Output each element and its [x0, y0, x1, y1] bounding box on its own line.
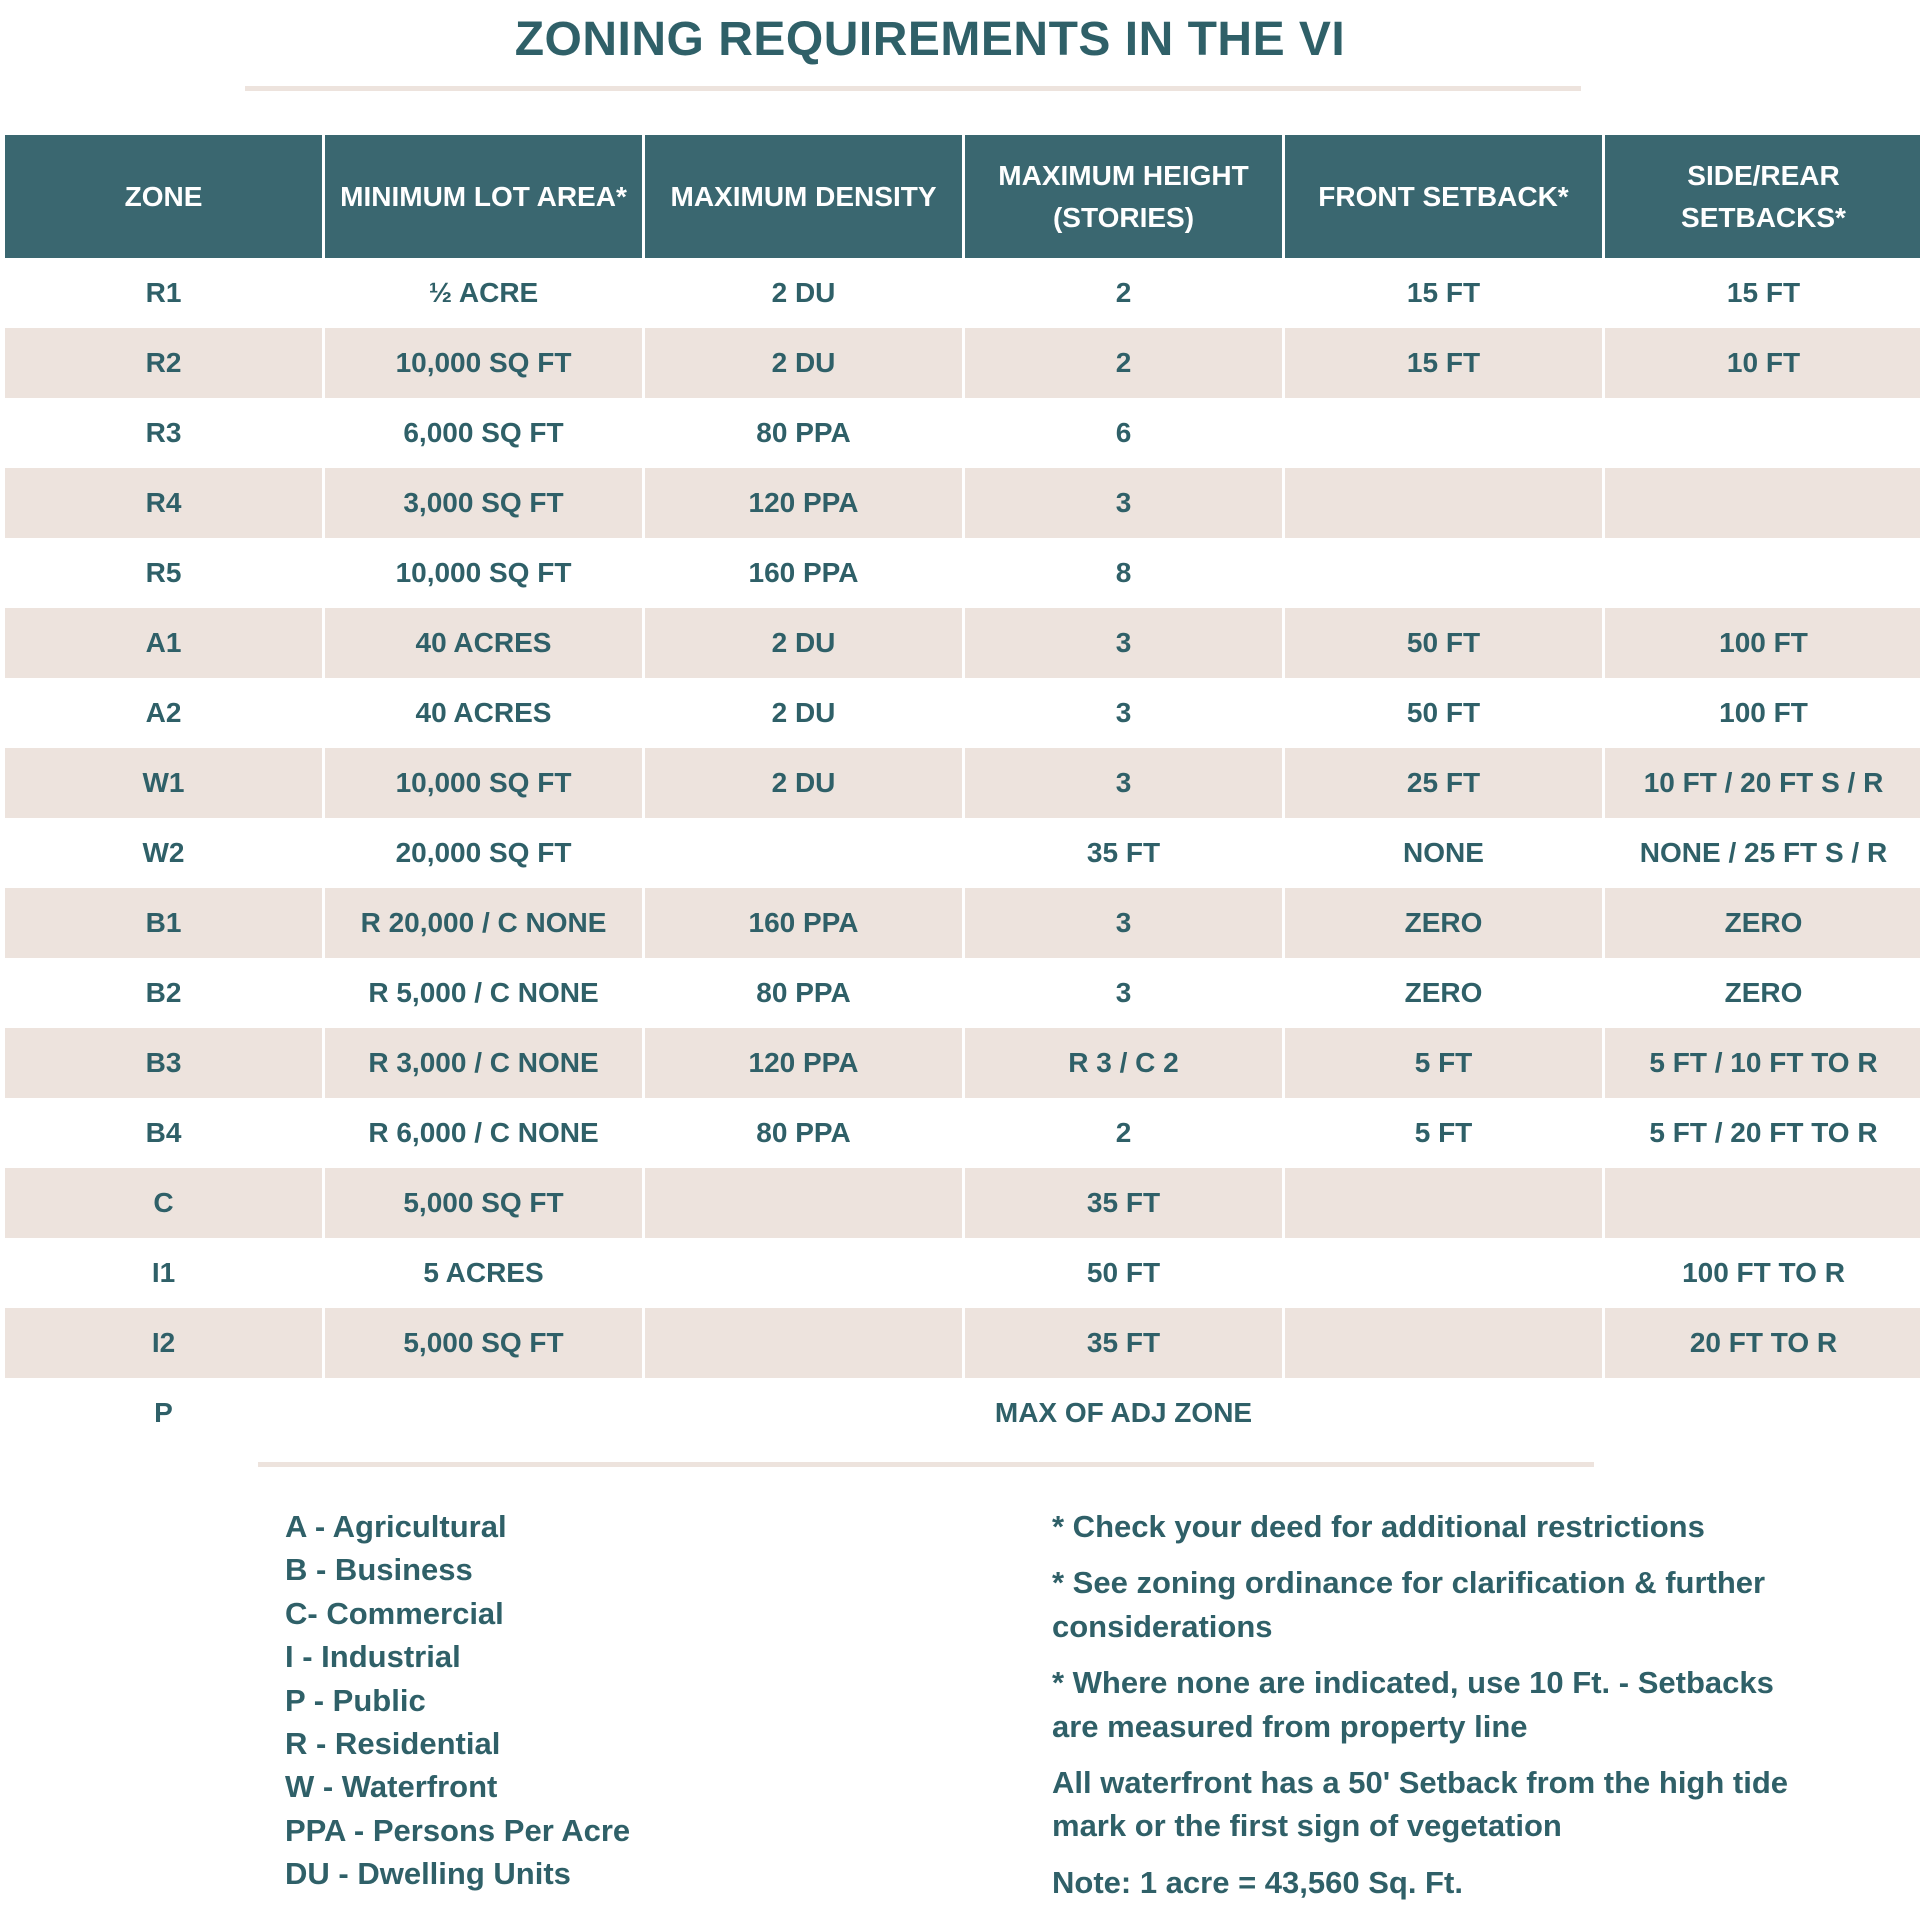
table-cell-max-density	[645, 818, 962, 888]
table-row	[5, 398, 1920, 468]
table-cell-zone: R1	[5, 258, 322, 328]
header-zone: ZONE	[5, 135, 322, 258]
table-cell-side-rear-setbacks: ZERO	[1605, 958, 1920, 1028]
table-cell-zone: R2	[5, 328, 322, 398]
table-cell-max-density	[645, 1168, 962, 1238]
legend-item: A - Agricultural	[285, 1509, 507, 1544]
table-cell-min-lot-area: 5,000 SQ FT	[325, 1308, 642, 1378]
table-cell-side-rear-setbacks: 10 FT / 20 FT S / R	[1605, 748, 1920, 818]
table-cell-zone: A2	[5, 678, 322, 748]
table-cell-min-lot-area: R 5,000 / C NONE	[325, 958, 642, 1028]
table-row	[5, 328, 1920, 398]
table-row	[5, 748, 1920, 818]
table-cell-max-density: 120 PPA	[645, 468, 962, 538]
table-cell-front-setback	[1285, 398, 1602, 468]
table-cell-zone: R4	[5, 468, 322, 538]
table-cell-zone: R3	[5, 398, 322, 468]
table-row	[5, 468, 1920, 538]
table-row	[5, 958, 1920, 1028]
header-min-lot-area: MINIMUM LOT AREA*	[325, 135, 642, 258]
table-cell-max-height: 3	[965, 958, 1282, 1028]
table-cell-side-rear-setbacks	[1605, 398, 1920, 468]
table-row	[5, 1168, 1920, 1238]
table-row-p	[5, 1378, 1920, 1448]
table-cell-side-rear-setbacks: 100 FT TO R	[1605, 1238, 1920, 1308]
table-cell-max-height: 2	[965, 328, 1282, 398]
table-cell-front-setback: 25 FT	[1285, 748, 1602, 818]
table-cell-front-setback: ZERO	[1285, 958, 1602, 1028]
table-cell-side-rear-setbacks: 15 FT	[1605, 258, 1920, 328]
table-cell-side-rear-setbacks: 5 FT / 20 FT TO R	[1605, 1098, 1920, 1168]
table-cell-min-lot-area: 10,000 SQ FT	[325, 538, 642, 608]
footnotes	[1052, 1505, 1812, 1917]
table-cell-front-setback	[1285, 1168, 1602, 1238]
table-cell-min-lot-area: 6,000 SQ FT	[325, 398, 642, 468]
footnote: Note: 1 acre = 43,560 Sq. Ft.	[1052, 1864, 1463, 1900]
legend-item: I - Industrial	[285, 1639, 461, 1675]
table-row	[5, 538, 1920, 608]
header-max-height: MAXIMUM HEIGHT (STORIES)	[965, 135, 1282, 258]
table-cell-zone: W2	[5, 818, 322, 888]
table-cell-max-density: 2 DU	[645, 678, 962, 748]
table-cell-max-height: 2	[965, 1098, 1282, 1168]
table-cell-max-density: 2 DU	[645, 748, 962, 818]
footer-divider	[258, 1462, 1594, 1467]
table-cell-zone: C	[5, 1168, 322, 1238]
table-cell-side-rear-setbacks: ZERO	[1605, 888, 1920, 958]
table-cell-p-value: MAX OF ADJ ZONE	[325, 1378, 1920, 1448]
table-cell-side-rear-setbacks: 20 FT TO R	[1605, 1308, 1920, 1378]
legend-item: R - Residential	[285, 1726, 501, 1762]
table-row	[5, 1098, 1920, 1168]
table-cell-front-setback	[1285, 1308, 1602, 1378]
table-cell-side-rear-setbacks	[1605, 468, 1920, 538]
table-cell-side-rear-setbacks: 100 FT	[1605, 678, 1920, 748]
table-cell-front-setback: 50 FT	[1285, 608, 1602, 678]
table-cell-min-lot-area: R 20,000 / C NONE	[325, 888, 642, 958]
table-cell-side-rear-setbacks	[1605, 1168, 1920, 1238]
table-cell-max-density: 80 PPA	[645, 958, 962, 1028]
footnote: All waterfront has a 50' Setback from the high tide mark or the first sign of vegetation	[1052, 1765, 1789, 1844]
table-cell-side-rear-setbacks	[1605, 538, 1920, 608]
table-cell-max-density	[645, 1308, 962, 1378]
table-row	[5, 1028, 1920, 1098]
legend-item: P - Public	[285, 1682, 426, 1718]
table-cell-front-setback: 5 FT	[1285, 1028, 1602, 1098]
table-cell-min-lot-area: 10,000 SQ FT	[325, 748, 642, 818]
header-front-setback: FRONT SETBACK*	[1285, 135, 1602, 258]
table-cell-max-height: 3	[965, 608, 1282, 678]
table-cell-front-setback	[1285, 468, 1602, 538]
table-cell-front-setback	[1285, 538, 1602, 608]
table-cell-max-density: 160 PPA	[645, 538, 962, 608]
table-cell-min-lot-area: R 3,000 / C NONE	[325, 1028, 642, 1098]
table-cell-zone: B3	[5, 1028, 322, 1098]
table-cell-front-setback: 50 FT	[1285, 678, 1602, 748]
table-cell-max-density	[645, 1238, 962, 1308]
table-cell-max-height: 3	[965, 888, 1282, 958]
table-cell-max-height: 3	[965, 748, 1282, 818]
table-cell-max-density: 2 DU	[645, 258, 962, 328]
page-title: ZONING REQUIREMENTS IN THE VI	[514, 13, 1346, 66]
header-max-density: MAXIMUM DENSITY	[645, 135, 962, 258]
table-cell-max-height: 8	[965, 538, 1282, 608]
table-cell-min-lot-area: 20,000 SQ FT	[325, 818, 642, 888]
table-cell-front-setback: 5 FT	[1285, 1098, 1602, 1168]
footnote: * See zoning ordinance for clarification & further considerations	[1052, 1565, 1766, 1644]
table-cell-front-setback: 15 FT	[1285, 328, 1602, 398]
legend-item: W - Waterfront	[285, 1769, 498, 1805]
table-cell-side-rear-setbacks: 100 FT	[1605, 608, 1920, 678]
table-cell-zone: P	[5, 1378, 322, 1448]
table-cell-max-height: 35 FT	[965, 1308, 1282, 1378]
table-row	[5, 818, 1920, 888]
table-cell-zone: W1	[5, 748, 322, 818]
table-cell-front-setback: NONE	[1285, 818, 1602, 888]
table-row	[5, 1238, 1920, 1308]
table-cell-min-lot-area: 5 ACRES	[325, 1238, 642, 1308]
header-side-rear-setbacks: SIDE/REAR SETBACKS*	[1605, 135, 1920, 258]
legend-item: C- Commercial	[285, 1595, 504, 1631]
table-cell-front-setback: 15 FT	[1285, 258, 1602, 328]
table-cell-max-height: 35 FT	[965, 1168, 1282, 1238]
table-cell-max-density: 2 DU	[645, 608, 962, 678]
zoning-table	[2, 135, 1920, 1448]
table-cell-zone: B4	[5, 1098, 322, 1168]
table-cell-max-density: 80 PPA	[645, 398, 962, 468]
table-cell-zone: B2	[5, 958, 322, 1028]
table-cell-min-lot-area: 40 ACRES	[325, 608, 642, 678]
table-cell-min-lot-area: 10,000 SQ FT	[325, 328, 642, 398]
table-cell-front-setback	[1285, 1238, 1602, 1308]
legend-item: DU - Dwelling Units	[285, 1856, 571, 1892]
table-cell-max-height: R 3 / C 2	[965, 1028, 1282, 1098]
table-row	[5, 258, 1920, 328]
table-cell-max-height: 2	[965, 258, 1282, 328]
footnote: * Check your deed for additional restrictions	[1052, 1509, 1705, 1544]
table-cell-side-rear-setbacks: NONE / 25 FT S / R	[1605, 818, 1920, 888]
table-cell-max-height: 6	[965, 398, 1282, 468]
table-cell-zone: B1	[5, 888, 322, 958]
table-row	[5, 678, 1920, 748]
table-header-row	[5, 135, 1920, 258]
table-cell-min-lot-area: 5,000 SQ FT	[325, 1168, 642, 1238]
table-cell-min-lot-area: 3,000 SQ FT	[325, 468, 642, 538]
table-cell-max-density: 80 PPA	[645, 1098, 962, 1168]
table-cell-side-rear-setbacks: 10 FT	[1605, 328, 1920, 398]
table-cell-side-rear-setbacks: 5 FT / 10 FT TO R	[1605, 1028, 1920, 1098]
table-row	[5, 1308, 1920, 1378]
table-cell-max-height: 35 FT	[965, 818, 1282, 888]
table-cell-max-height: 3	[965, 468, 1282, 538]
table-cell-zone: A1	[5, 608, 322, 678]
table-cell-zone: I2	[5, 1308, 322, 1378]
legend-item: B - Business	[285, 1552, 473, 1588]
table-cell-zone: R5	[5, 538, 322, 608]
abbreviation-legend	[285, 1505, 985, 1896]
table-cell-max-height: 3	[965, 678, 1282, 748]
table-cell-max-density: 160 PPA	[645, 888, 962, 958]
table-cell-max-density: 120 PPA	[645, 1028, 962, 1098]
footnote: * Where none are indicated, use 10 Ft. - Setbacks are measured from property line	[1052, 1665, 1774, 1744]
table-cell-zone: I1	[5, 1238, 322, 1308]
legend-item: PPA - Persons Per Acre	[285, 1812, 631, 1848]
table-cell-max-density: 2 DU	[645, 328, 962, 398]
title-divider	[245, 86, 1581, 91]
table-cell-min-lot-area: 40 ACRES	[325, 678, 642, 748]
table-cell-max-height: 50 FT	[965, 1238, 1282, 1308]
table-cell-min-lot-area: ½ ACRE	[325, 258, 642, 328]
table-cell-front-setback: ZERO	[1285, 888, 1602, 958]
table-row	[5, 888, 1920, 958]
table-row	[5, 608, 1920, 678]
table-cell-min-lot-area: R 6,000 / C NONE	[325, 1098, 642, 1168]
